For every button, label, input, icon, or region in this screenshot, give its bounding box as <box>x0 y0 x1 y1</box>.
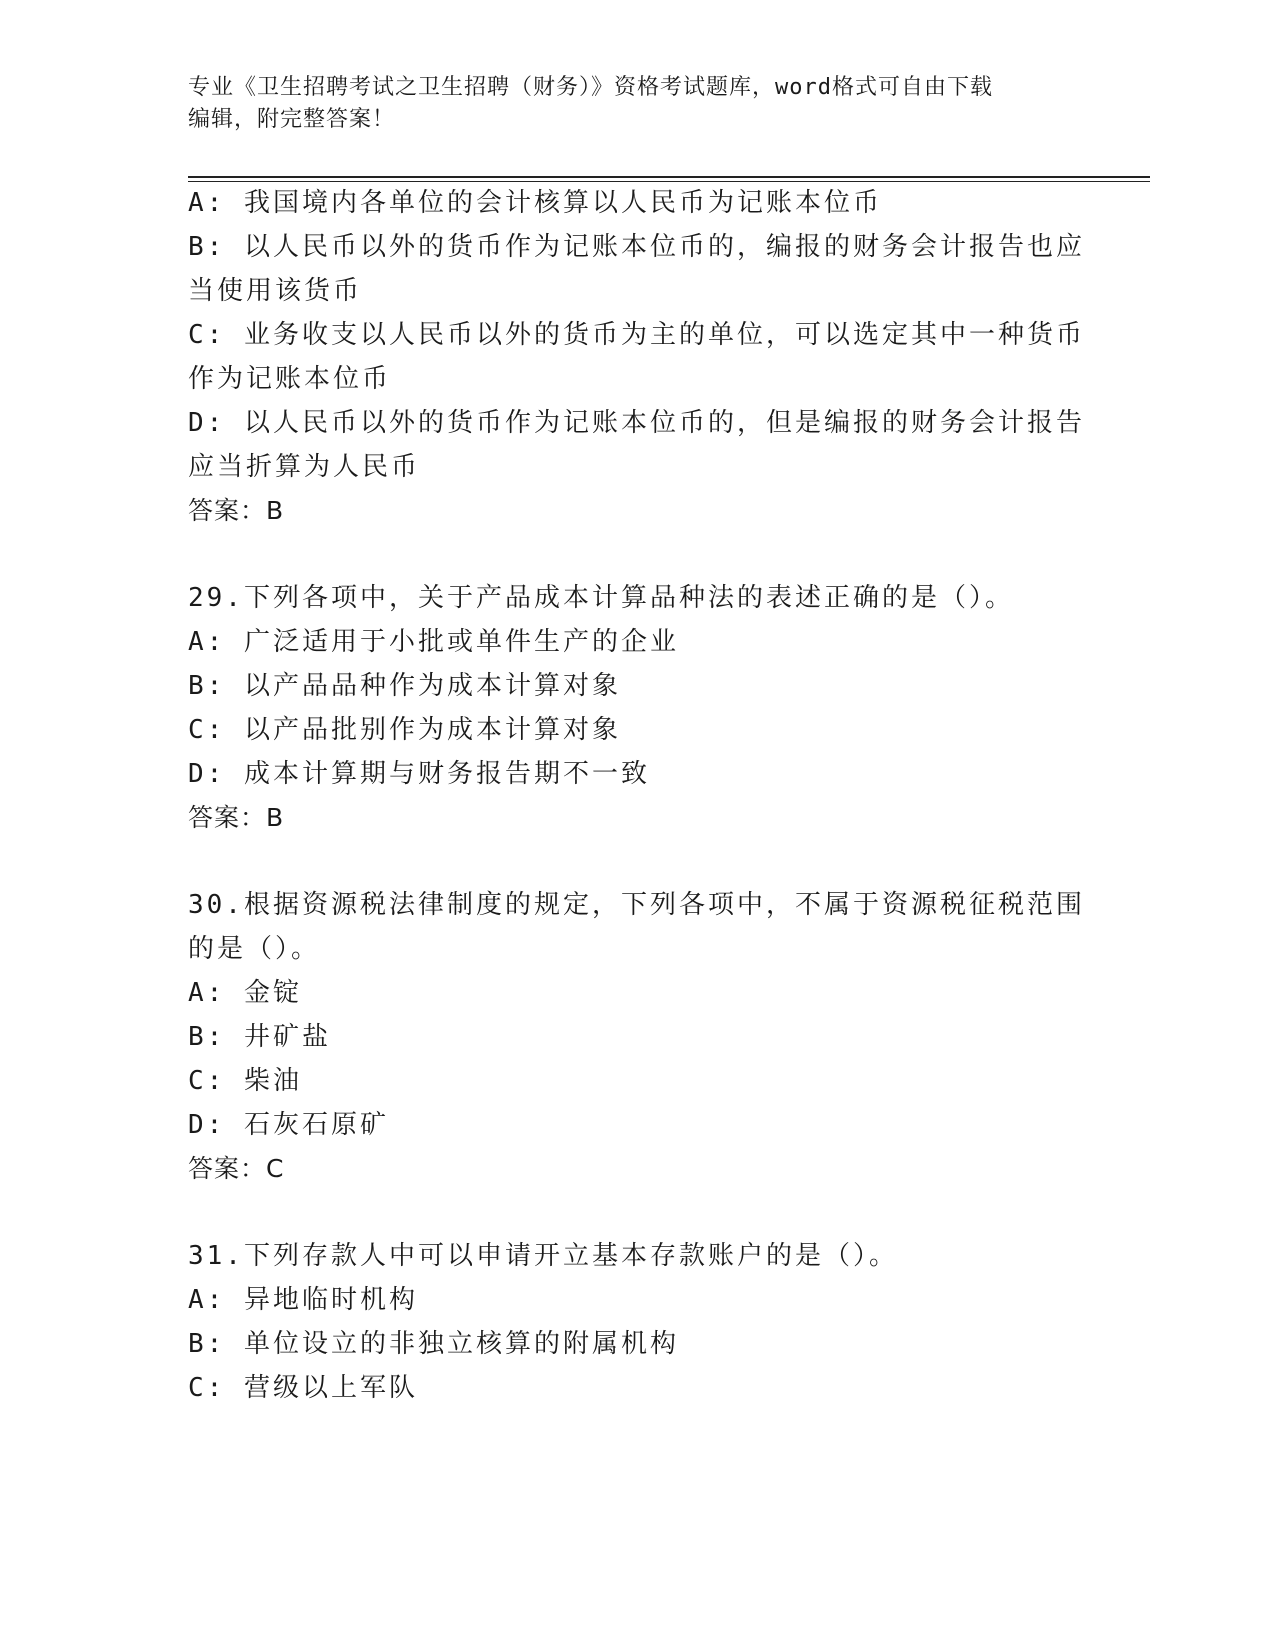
q28-option-d-line1: D: 以人民币以外的货币作为记账本位币的，但是编报的财务会计报告 <box>188 408 1085 438</box>
q28-option-b-line1: B: 以人民币以外的货币作为记账本位币的，编报的财务会计报告也应 <box>188 232 1085 262</box>
q30-stem-line1: 30.根据资源税法律制度的规定，下列各项中，不属于资源税征税范围 <box>188 890 1085 920</box>
q28-option-c-line1: C: 业务收支以人民币以外的货币为主的单位，可以选定其中一种货币 <box>188 320 1085 350</box>
q31-stem: 31.下列存款人中可以申请开立基本存款账户的是（）。 <box>188 1241 898 1271</box>
document-header <box>188 72 1088 136</box>
q31-option-c: C: 营级以上军队 <box>188 1373 418 1403</box>
q31-option-a: A: 异地临时机构 <box>188 1285 418 1315</box>
header-line-1: 专业《卫生招聘考试之卫生招聘（财务）》资格考试题库，word格式可自由下载 <box>188 75 993 100</box>
q28-option-c-line2: 作为记账本位币 <box>188 364 392 394</box>
q30-option-c: C: 柴油 <box>188 1066 302 1096</box>
q31-option-b: B: 单位设立的非独立核算的附属机构 <box>188 1329 679 1359</box>
q28-option-b-line2: 当使用该货币 <box>188 276 363 306</box>
header-divider-thin <box>188 181 1150 182</box>
q28-option-a: A: 我国境内各单位的会计核算以人民币为记账本位币 <box>188 188 882 218</box>
q29-option-c: C: 以产品批别作为成本计算对象 <box>188 715 621 745</box>
q29-option-b: B: 以产品品种作为成本计算对象 <box>188 671 621 701</box>
q30-option-b: B: 井矿盐 <box>188 1022 331 1052</box>
q29-stem: 29.下列各项中，关于产品成本计算品种法的表述正确的是（）。 <box>188 583 1014 613</box>
header-divider-thick <box>188 176 1150 178</box>
q29-option-a: A: 广泛适用于小批或单件生产的企业 <box>188 627 679 657</box>
q28-option-d-line2: 应当折算为人民币 <box>188 452 421 482</box>
q28-answer: 答案：B <box>188 496 285 525</box>
q30-option-a: A: 金锭 <box>188 978 302 1008</box>
q30-option-d: D: 石灰石原矿 <box>188 1110 389 1140</box>
header-line-2: 编辑，附完整答案！ <box>188 107 396 132</box>
q29-option-d: D: 成本计算期与财务报告期不一致 <box>188 759 650 789</box>
q30-answer: 答案：C <box>188 1154 285 1183</box>
q30-stem-line2: 的是（）。 <box>188 934 321 964</box>
q29-answer: 答案：B <box>188 803 285 832</box>
